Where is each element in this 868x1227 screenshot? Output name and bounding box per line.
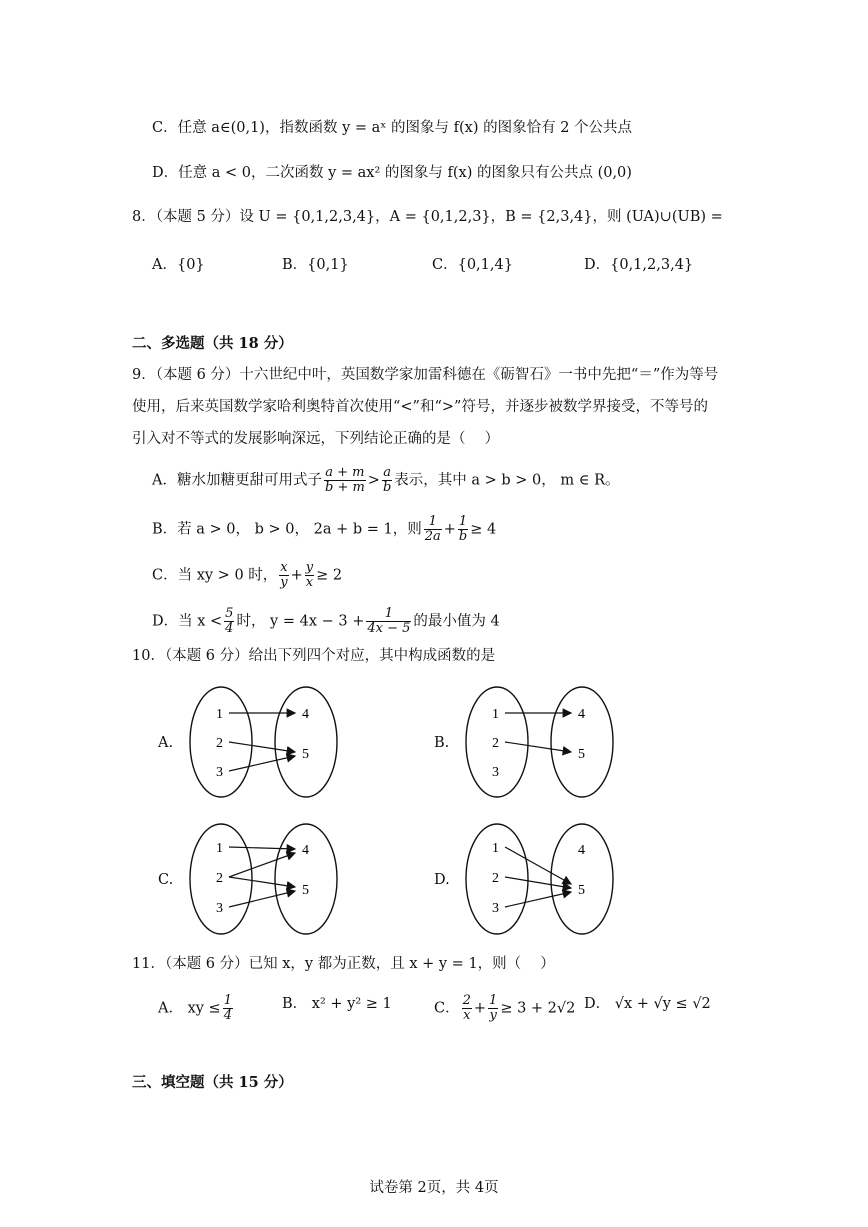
q9-b-frac1-num: 1	[424, 515, 442, 530]
q9-option-d-fraction-2	[366, 607, 411, 636]
domain-element-2: 2	[216, 871, 223, 886]
mapping-diagram-a	[185, 684, 355, 800]
q9-d-frac2-den: 4x − 5	[367, 621, 411, 636]
q9-a-frac2-den: b	[382, 480, 392, 495]
q9-option-c-prefix: C．当 xy > 0 时，	[152, 567, 278, 584]
q9-a-gt: >	[367, 472, 380, 489]
arrow-2-to-5	[505, 742, 571, 752]
q10-stem: 10．（本题 6 分）给出下列四个对应，其中构成函数的是	[132, 648, 496, 664]
q9-d-frac2-num: 1	[366, 607, 411, 622]
q11-c-frac2-num: 1	[489, 993, 498, 1008]
arrow-3-to-5	[505, 892, 571, 907]
q9-c-frac1-den: y	[280, 575, 288, 590]
q9-option-b-fraction-2	[458, 515, 468, 544]
q8-stem: 8．（本题 5 分）设 U = {0,1,2,3,4}，A = {0,1,2,3}，B = {2,3,4}，则 (UA)∪(UB) =	[132, 209, 723, 225]
q9-b-frac1-den: 2a	[424, 529, 441, 544]
codomain-ellipse	[551, 687, 613, 797]
q9-option-b-suffix: ≥ 4	[470, 521, 497, 538]
q9-option-b	[152, 515, 496, 544]
q9-option-c-suffix: ≥ 2	[316, 567, 343, 584]
q9-option-b-fraction-1	[424, 515, 442, 544]
arrow-3-to-5	[229, 891, 295, 907]
q10-label-c: C.	[158, 872, 174, 888]
q9-c-plus: +	[290, 567, 303, 584]
arrow-3-to-5	[229, 756, 295, 771]
codomain-element-4: 4	[578, 707, 585, 722]
q11-a-den: 4	[223, 1008, 232, 1023]
domain-element-2: 2	[216, 736, 223, 751]
q11-a-num: 1	[223, 993, 232, 1008]
q11-option-c	[434, 994, 575, 1023]
q9-c-frac1-num: x	[280, 560, 288, 575]
q8-option-c: C．{0,1,4}	[432, 257, 513, 273]
q7-option-d: D．任意 a < 0，二次函数 y = ax² 的图象与 f(x) 的图象只有公共点 (0,0)	[152, 165, 632, 181]
q11-c-plus: +	[473, 1000, 487, 1017]
section-3-title: 三、填空题（共 15 分）	[132, 1074, 293, 1091]
q9-option-d-suffix: 的最小值为 4	[413, 613, 500, 630]
q9-d-frac1-den: 4	[225, 621, 234, 636]
q9-a-frac2-num: a	[383, 465, 391, 480]
q9-stem-line-2: 使用，后来英国数学家哈利奥特首次使用“<”和“>”符号，并逐步被数学界接受，不等号的	[132, 399, 708, 415]
codomain-element-4: 4	[302, 843, 309, 858]
mapping-diagram-d	[461, 821, 631, 937]
q10-label-d: D.	[434, 872, 450, 888]
domain-element-3: 3	[216, 765, 223, 780]
codomain-ellipse	[551, 824, 613, 934]
q9-b-frac2-num: 1	[458, 514, 468, 529]
codomain-element-5: 5	[578, 883, 585, 898]
q9-stem-line-3: 引入对不等式的发展影响深远，下列结论正确的是（ ）	[132, 431, 500, 447]
codomain-ellipse	[275, 687, 337, 797]
codomain-element-5: 5	[578, 747, 585, 762]
domain-element-1: 1	[492, 841, 499, 856]
q9-c-frac2-num: y	[305, 560, 314, 575]
mapping-diagram-c	[185, 821, 355, 937]
q8-option-b: B．{0,1}	[282, 257, 349, 273]
codomain-element-5: 5	[302, 747, 309, 762]
q11-option-a	[158, 994, 235, 1023]
q10-label-a: A.	[158, 735, 174, 751]
codomain-element-4: 4	[578, 843, 585, 858]
arrow-2-to-5	[229, 742, 295, 752]
codomain-element-4: 4	[302, 707, 309, 722]
mapping-diagram-b	[461, 684, 631, 800]
q11-option-c-suffix: ≥ 3 + 2√2	[500, 1000, 576, 1017]
q9-stem-line-1: 9．（本题 6 分）十六世纪中叶，英国数学家加雷科德在《砺智石》一书中先把“＝”作为等号	[132, 367, 719, 383]
codomain-ellipse	[275, 824, 337, 934]
codomain-element-5: 5	[302, 883, 309, 898]
q9-option-a	[152, 466, 620, 495]
q9-b-plus: +	[443, 521, 456, 538]
q9-b-frac2-den: b	[458, 529, 468, 544]
q11-option-b: B． x² + y² ≥ 1	[282, 996, 392, 1012]
q10-label-b: B.	[434, 735, 450, 751]
q11-c-frac1-num: 2	[462, 993, 471, 1008]
q9-option-c-fraction-1	[279, 561, 288, 590]
q9-d-frac1-num: 5	[225, 606, 234, 621]
q11-option-c-fraction-1	[462, 994, 472, 1023]
domain-element-3: 3	[492, 901, 499, 916]
q9-option-c	[152, 561, 342, 590]
q9-option-b-prefix: B．若 a > 0， b > 0， 2a + b = 1，则	[152, 521, 422, 538]
q9-option-d	[152, 607, 500, 636]
q9-option-a-fraction-1	[324, 466, 366, 495]
q9-option-d-fraction-1	[224, 607, 234, 636]
q11-option-c-prefix: C．	[434, 1000, 460, 1017]
q7-option-c: C．任意 a∈(0,1)，指数函数 y = aˣ 的图象与 f(x) 的图象恰有 2 个公共点	[152, 120, 633, 136]
domain-element-3: 3	[216, 901, 223, 916]
domain-element-3: 3	[492, 765, 499, 780]
arrow-1-to-4	[229, 847, 295, 849]
q9-c-frac2-den: x	[305, 575, 314, 590]
q9-option-d-middle: 时， y = 4x − 3 +	[236, 613, 365, 630]
domain-element-1: 1	[216, 841, 223, 856]
q9-option-a-suffix: 表示，其中 a > b > 0， m ∈ R。	[394, 472, 620, 489]
page-footer: 试卷第 2页，共 4页	[369, 1180, 499, 1196]
q9-option-a-fraction-2	[382, 466, 392, 495]
section-2-title: 二、多选题（共 18 分）	[132, 335, 293, 352]
arrow-2-to-5	[229, 877, 295, 887]
q8-option-a: A．{0}	[152, 257, 205, 273]
q11-option-a-fraction	[223, 994, 233, 1023]
q11-option-d: D． √x + √y ≤ √2	[584, 996, 711, 1012]
q9-a-frac1-den: b + m	[324, 480, 365, 495]
domain-element-2: 2	[492, 736, 499, 751]
q9-a-frac1-num: a + m	[325, 465, 365, 480]
q9-option-a-prefix: A．糖水加糖更甜可用式子	[152, 472, 322, 489]
q11-stem: 11．（本题 6 分）已知 x，y 都为正数，且 x + y = 1，则（ ）	[132, 956, 555, 972]
arrow-2-to-4	[229, 853, 295, 877]
q11-c-frac1-den: x	[463, 1008, 471, 1023]
q8-option-d: D．{0,1,2,3,4}	[584, 257, 694, 273]
q9-option-d-prefix: D．当 x <	[152, 613, 223, 630]
q11-option-c-fraction-2	[488, 994, 498, 1023]
domain-element-1: 1	[216, 707, 223, 722]
domain-element-1: 1	[492, 707, 499, 722]
q11-c-frac2-den: y	[489, 1008, 497, 1023]
q11-option-a-prefix: A． xy ≤	[158, 1000, 221, 1017]
q9-option-c-fraction-2	[305, 561, 314, 590]
domain-element-2: 2	[492, 871, 499, 886]
